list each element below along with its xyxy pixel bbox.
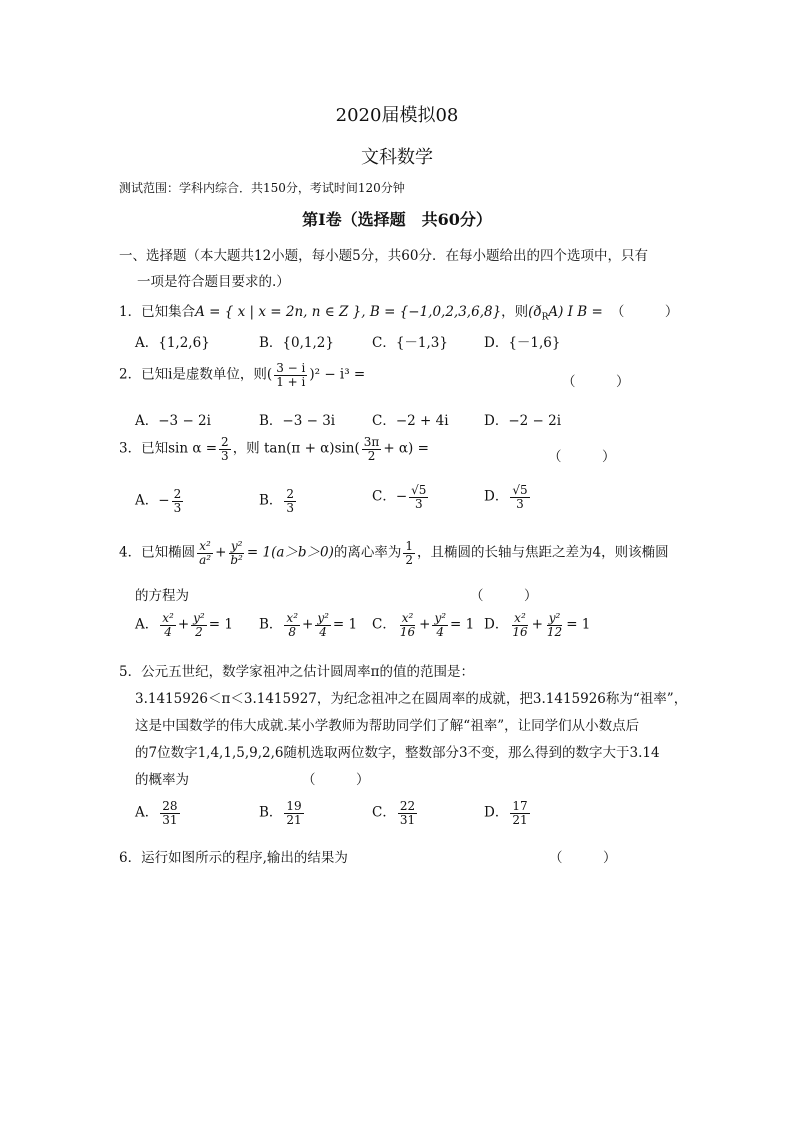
q4-tail: ，且椭圆的长轴与焦距之差为4，则该椭圆 bbox=[417, 544, 669, 561]
q4-b-eq: = 1 bbox=[332, 616, 358, 633]
q1-answer-blank: （ ） bbox=[610, 304, 679, 320]
q4-d-eq: = 1 bbox=[566, 616, 591, 633]
q3-option-d bbox=[484, 484, 532, 510]
q5-c-fraction bbox=[398, 800, 417, 826]
q2-option-c: C．−2 + 4i bbox=[372, 413, 449, 429]
q4-option-a: A． $\frac{\text{x²}}{4}$ + $\frac{\text{y²}}{2}$ = 1 bbox=[135, 611, 233, 639]
q4-label: 4．已知椭圆 bbox=[119, 544, 196, 561]
q4-c-eq: = 1 bbox=[450, 616, 475, 633]
q3-a-num: 2 bbox=[173, 487, 182, 501]
q1-expr-sub: R bbox=[541, 312, 549, 323]
q4-y-num: y² bbox=[230, 539, 243, 553]
q5-d-num: 17 bbox=[512, 799, 528, 813]
q3-b-num: 2 bbox=[286, 487, 295, 501]
q4-y-fraction bbox=[228, 540, 245, 566]
q2-label: 2．已知i是虚数单位，则( bbox=[119, 366, 273, 383]
exam-scope: 测试范围：学科内综合．共150分，考试时间120分钟 bbox=[119, 181, 405, 195]
q3-b-den: 3 bbox=[286, 500, 295, 515]
q5-c-num: 22 bbox=[399, 799, 416, 813]
q4-d-y bbox=[545, 612, 564, 638]
q3-answer-blank: （ ） bbox=[548, 449, 616, 465]
q4-c-y bbox=[432, 612, 448, 638]
question-5-line-2: 3.1415926＜π＜3.1415927，为纪念祖冲之在圆周率的成就，把3.1415926称为“祖率”， bbox=[135, 691, 688, 707]
q4-b-y bbox=[315, 612, 331, 638]
question-5-line-4: 的7位数字1,4,1,5,9,2,6随机选取两位数字，整数部分3不变，那么得到的数字大于3.14 bbox=[135, 745, 660, 761]
q4-b-y-den: 4 bbox=[319, 624, 327, 639]
q5-d-den: 21 bbox=[512, 812, 528, 827]
q4-x-num: x² bbox=[199, 539, 211, 553]
q3-a-den: 3 bbox=[173, 500, 182, 515]
question-6-stem: 6．运行如图所示的程序,输出的结果为 bbox=[119, 850, 348, 866]
q2-fraction bbox=[274, 362, 307, 388]
q3-den-2: 2 bbox=[367, 448, 376, 463]
q4-mid: 的离心率为 bbox=[333, 544, 402, 561]
q4-a-y bbox=[191, 612, 207, 638]
q5-c-den: 31 bbox=[399, 812, 416, 827]
q3-d-fraction bbox=[510, 484, 529, 510]
question-4-stem bbox=[119, 540, 669, 566]
q1-option-b: B．{0,1,2} bbox=[259, 335, 334, 351]
q1-option-d: D．{－1,6} bbox=[484, 335, 561, 351]
q2-option-a: A．−3 − 2i bbox=[135, 413, 211, 429]
q4-a-eq: = 1 bbox=[208, 616, 233, 633]
q3-d-label: D． bbox=[484, 488, 509, 505]
q5-a-label: A． bbox=[135, 804, 159, 821]
q4-c-y-num: y² bbox=[434, 611, 447, 625]
q5-b-den: 21 bbox=[286, 812, 302, 827]
instructions-line-1: 一、选择题（本大题共12小题，每小题5分，共60分．在每小题给出的四个选项中，只有 bbox=[119, 248, 648, 264]
q5-a-fraction bbox=[160, 800, 179, 826]
q3-num-2: 3π bbox=[363, 435, 380, 449]
q5-option-c bbox=[372, 800, 419, 826]
q3-option-c bbox=[372, 484, 430, 510]
q5-d-fraction bbox=[510, 800, 529, 826]
q2-denominator: 1 + i bbox=[276, 374, 306, 389]
q4-option-b: B． $\frac{\text{x²}}{8}$ + $\frac{\text{y²}}{4}$ = 1 bbox=[259, 611, 358, 639]
q4-a-x-den: 4 bbox=[164, 624, 172, 639]
q3-den-1: 3 bbox=[221, 448, 229, 463]
q3-a-fraction bbox=[172, 488, 184, 514]
q3-mid: ，则 tan(π + α)sin( bbox=[232, 440, 360, 457]
q3-c-fraction bbox=[409, 484, 428, 510]
q4-answer-blank: （ ） bbox=[470, 588, 538, 604]
q3-a-label: A．− bbox=[135, 492, 170, 509]
q4-d-y-num: y² bbox=[548, 611, 561, 625]
q4-eq: = 1(a＞b＞0) bbox=[246, 544, 334, 561]
q4-x-fraction bbox=[197, 540, 213, 566]
question-1-stem bbox=[119, 300, 678, 323]
q5-option-b bbox=[259, 800, 306, 826]
q2-answer-blank: （ ） bbox=[562, 374, 630, 390]
q4-d-x bbox=[510, 612, 529, 638]
q4-a-x-num: x² bbox=[162, 611, 174, 625]
q4-x-den: a² bbox=[199, 552, 212, 567]
q4-y-den: b² bbox=[230, 552, 243, 567]
q3-fraction-2 bbox=[362, 436, 382, 462]
q3-b-label: B． bbox=[259, 492, 283, 509]
q4-b-x bbox=[284, 612, 300, 638]
q3-num-1: 2 bbox=[221, 435, 229, 449]
q4-c-label: C． bbox=[372, 616, 396, 633]
q4-a-label: A． bbox=[135, 616, 159, 633]
q3-c-den: 3 bbox=[414, 496, 423, 511]
q4-d-x-num: x² bbox=[514, 611, 526, 625]
question-5-line-3: 这是中国数学的伟大成就.某小学教师为帮助同学们了解“祖率”，让同学们从小数点后 bbox=[135, 718, 640, 734]
section-heading: 第Ⅰ卷（选择题 共60分） bbox=[302, 210, 492, 229]
q4-a-y-num: y² bbox=[193, 611, 205, 625]
q4-d-label: D． bbox=[484, 616, 509, 633]
q5-a-den: 31 bbox=[162, 812, 178, 827]
q4-option-d: D． $\frac{\text{x²}}{16}$ + $\frac{\text{y²}}{12}$ = 1 bbox=[484, 611, 591, 639]
q5-option-d bbox=[484, 800, 532, 826]
q5-b-fraction bbox=[284, 800, 303, 826]
q4-e-fraction bbox=[403, 540, 415, 566]
q2-option-d: D．−2 − 2i bbox=[484, 413, 562, 429]
q4-b-label: B． bbox=[259, 616, 283, 633]
q3-option-b bbox=[259, 488, 298, 514]
q1-set-a: A = { x | x = 2n, n ∈ Z } bbox=[195, 304, 362, 320]
q5-c-label: C． bbox=[372, 804, 396, 821]
instructions-line-2: 一项是符合题目要求的.） bbox=[137, 274, 290, 290]
q3-d-num: √5 bbox=[512, 483, 528, 497]
q5-d-label: D． bbox=[484, 804, 509, 821]
q1-expr: (ð bbox=[528, 304, 542, 320]
q3-tail: + α) = bbox=[383, 440, 429, 457]
q3-c-num: √5 bbox=[411, 483, 427, 497]
q5-a-num: 28 bbox=[162, 799, 178, 813]
q3-fraction-1 bbox=[219, 436, 231, 462]
q1-option-a: A．{1,2,6} bbox=[135, 335, 210, 351]
q4-d-y-den: 12 bbox=[546, 624, 563, 639]
q3-d-den: 3 bbox=[516, 496, 524, 511]
q4-plus: + bbox=[215, 544, 227, 561]
q1-then: ，则 bbox=[501, 304, 529, 320]
q4-c-x-den: 16 bbox=[399, 624, 416, 639]
q4-a-x bbox=[160, 612, 176, 638]
exam-title: 2020届模拟08 bbox=[335, 105, 459, 126]
q5-b-label: B． bbox=[259, 804, 283, 821]
q4-option-c: C． $\frac{\text{x²}}{16}$ + $\frac{\text{y²}}{4}$ = 1 bbox=[372, 611, 475, 639]
q4-e-num: 1 bbox=[405, 539, 414, 553]
question-5-line-5: 的概率为 bbox=[135, 772, 189, 788]
q5-b-num: 19 bbox=[286, 799, 302, 813]
q4-c-x-num: x² bbox=[401, 611, 414, 625]
q6-answer-blank: （ ） bbox=[549, 850, 617, 866]
exam-subject: 文科数学 bbox=[361, 147, 433, 168]
q3-c-label: C．− bbox=[372, 488, 408, 505]
q4-c-x bbox=[398, 612, 417, 638]
q1-expr-tail: A) I B = bbox=[548, 304, 603, 320]
q4-b-y-num: y² bbox=[317, 611, 329, 625]
q1-set-b: , B = {−1,0,2,3,6,8} bbox=[361, 304, 502, 320]
q2-numerator: 3 − i bbox=[276, 361, 306, 375]
q5-option-a bbox=[135, 800, 182, 826]
q1-label: 1．已知集合 bbox=[119, 304, 196, 320]
question-2-stem bbox=[119, 362, 365, 388]
question-5-line-1: 5．公元五世纪，数学家祖冲之估计圆周率π的值的范围是： bbox=[119, 664, 474, 680]
q4-c-y-den: 4 bbox=[436, 624, 445, 639]
q3-b-fraction bbox=[284, 488, 296, 514]
q4-b-x-den: 8 bbox=[288, 624, 297, 639]
q2-tail: )² − i³ = bbox=[309, 366, 366, 383]
q1-option-c: C．{－1,3} bbox=[372, 335, 448, 351]
q4-line-2: 的方程为 bbox=[135, 588, 189, 604]
question-3-stem bbox=[119, 436, 429, 462]
q5-answer-blank: （ ） bbox=[302, 772, 370, 788]
q2-option-b: B．−3 − 3i bbox=[259, 413, 336, 429]
q4-a-y-den: 2 bbox=[195, 624, 203, 639]
q3-option-a bbox=[135, 488, 185, 514]
q4-b-x-num: x² bbox=[286, 611, 298, 625]
q4-e-den: 2 bbox=[405, 552, 414, 567]
q3-label: 3．已知sin α = bbox=[119, 440, 218, 457]
q4-d-x-den: 16 bbox=[512, 624, 528, 639]
